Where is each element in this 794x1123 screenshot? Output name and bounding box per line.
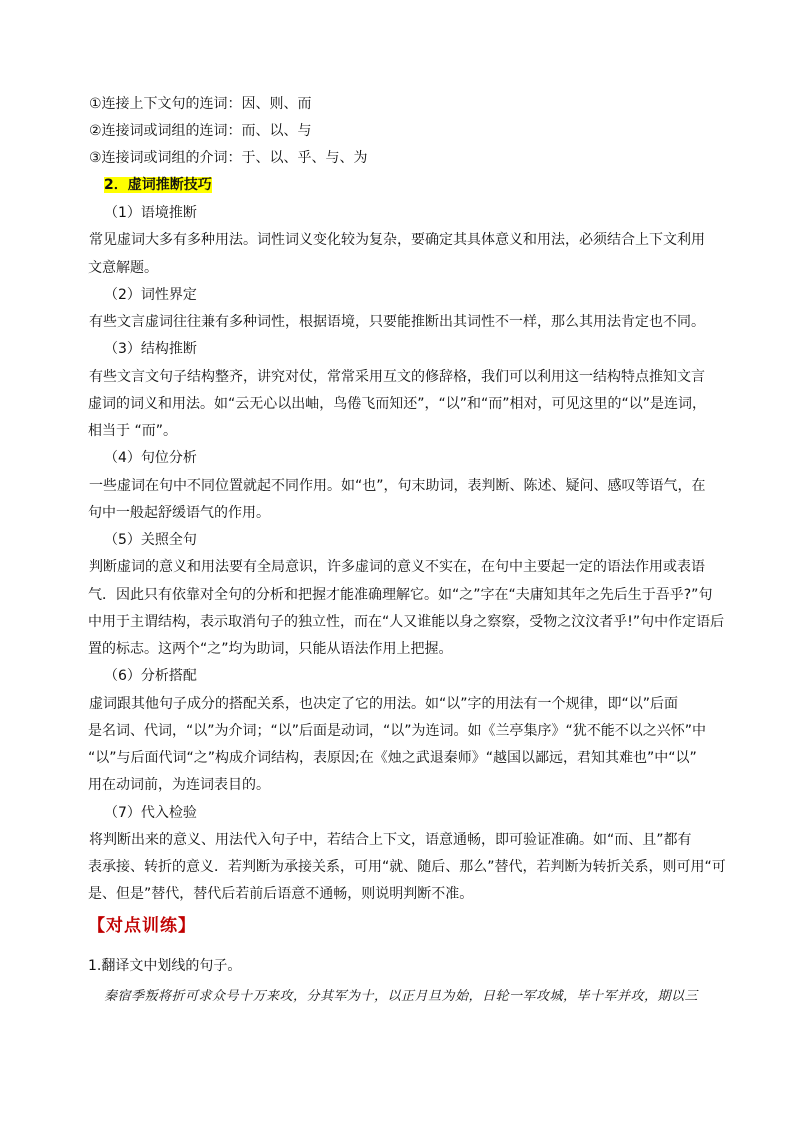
method-5-line-1: 判断虚词的意义和用法要有全局意识，许多虚词的意义不实在，在句中主要起一定的语法作用或表语 [89,559,705,575]
method-5-line-3: 中用于主谓结构，表示取消句子的独立性，而在“人又谁能以身之察察，受物之汶汶者乎!”句中作定语后 [88,614,725,630]
method-6-title: （6）分析搭配 [104,668,197,684]
method-6-line-1: 虚词跟其他句子成分的搭配关系，也决定了它的用法。如“以”字的用法有一个规律，即“以”后面 [89,696,679,712]
method-6-line-2: 是名词、代词，“以”为介词；“以”后面是动词，“以”为连词。如《兰亭集序》“犹不能不以之兴怀”中 [88,723,707,739]
method-7-line-1: 将判断出来的意义、用法代入句子中，若结合上下文，语意通畅，即可验证准确。如“而、且”都有 [89,832,692,848]
training-header: 【对点训练】 [88,916,196,936]
section-2-title: 2．虚词推断技巧 [104,177,212,193]
method-4-line-2: 句中一般起舒缓语气的作用。 [88,505,270,521]
method-6-line-4: 用在动词前，为连词表目的。 [88,777,270,793]
method-1-title: （1）语境推断 [104,205,197,221]
method-6-line-3: “以”与后面代词“之”构成介词结构，表原因;在《烛之武退秦师》“越国以鄙远，君知其难也”中“以” [88,750,697,766]
method-7-line-3: 是、但是”替代，替代后若前后语意不通畅，则说明判断不准。 [88,886,474,902]
method-3-line-3: 相当于 “而”。 [88,423,177,439]
method-2-line-1: 有些文言虚词往往兼有多种词性，根据语境，只要能推断出其词性不一样，那么其用法肯定也不同。 [89,314,705,330]
list-item-3: ③连接词或词组的介词：于、以、乎、与、为 [89,150,368,166]
question-1: 1.翻译文中划线的句子。 [88,958,242,974]
method-5-line-2: 气．因此只有依靠对全句的分析和把握才能准确理解它。如“之”字在“夫庸知其年之先后生于吾乎?”句 [88,587,713,603]
method-4-line-1: 一些虚词在句中不同位置就起不同作用。如“也”，句末助词，表判断、陈述、疑问、感叹等语气，在 [89,478,706,494]
method-7-title: （7）代入检验 [104,805,197,821]
method-5-line-4: 置的标志。这两个“之”均为助词，只能从语法作用上把握。 [88,641,453,657]
section-heading [0,175,794,195]
method-1-line-1: 常见虚词大多有多种用法。词性词义变化较为复杂，要确定其具体意义和用法，必须结合上下文利用 [89,232,705,248]
method-5-title: （5）关照全句 [104,532,197,548]
list-item-2: ②连接词或词组的连词：而、以、与 [89,123,312,139]
method-2-title: （2）词性界定 [104,287,197,303]
passage-line: 秦宿季叛将折可求众号十万来攻，分其军为十，以正月旦为始，日轮一军攻城，毕十军并攻，期以三 [104,989,699,1004]
method-3-line-2: 虚词的词义和用法。如“云无心以出岫，鸟倦飞而知还”，“以”和“而”相对，可见这里的“以”是连词， [88,396,707,412]
method-3-title: （3）结构推断 [104,341,197,357]
method-1-line-2: 文意解题。 [88,260,158,276]
method-4-title: （4）句位分析 [104,450,197,466]
method-7-line-2: 表承接、转折的意义．若判断为承接关系，可用“就、随后、那么”替代，若判断为转折关系，则可用“可 [88,859,726,875]
method-3-line-1: 有些文言文句子结构整齐，讲究对仗，常常采用互文的修辞格，我们可以利用这一结构特点推知文言 [89,369,705,385]
list-item-1: ①连接上下文句的连词：因、则、而 [89,96,312,112]
